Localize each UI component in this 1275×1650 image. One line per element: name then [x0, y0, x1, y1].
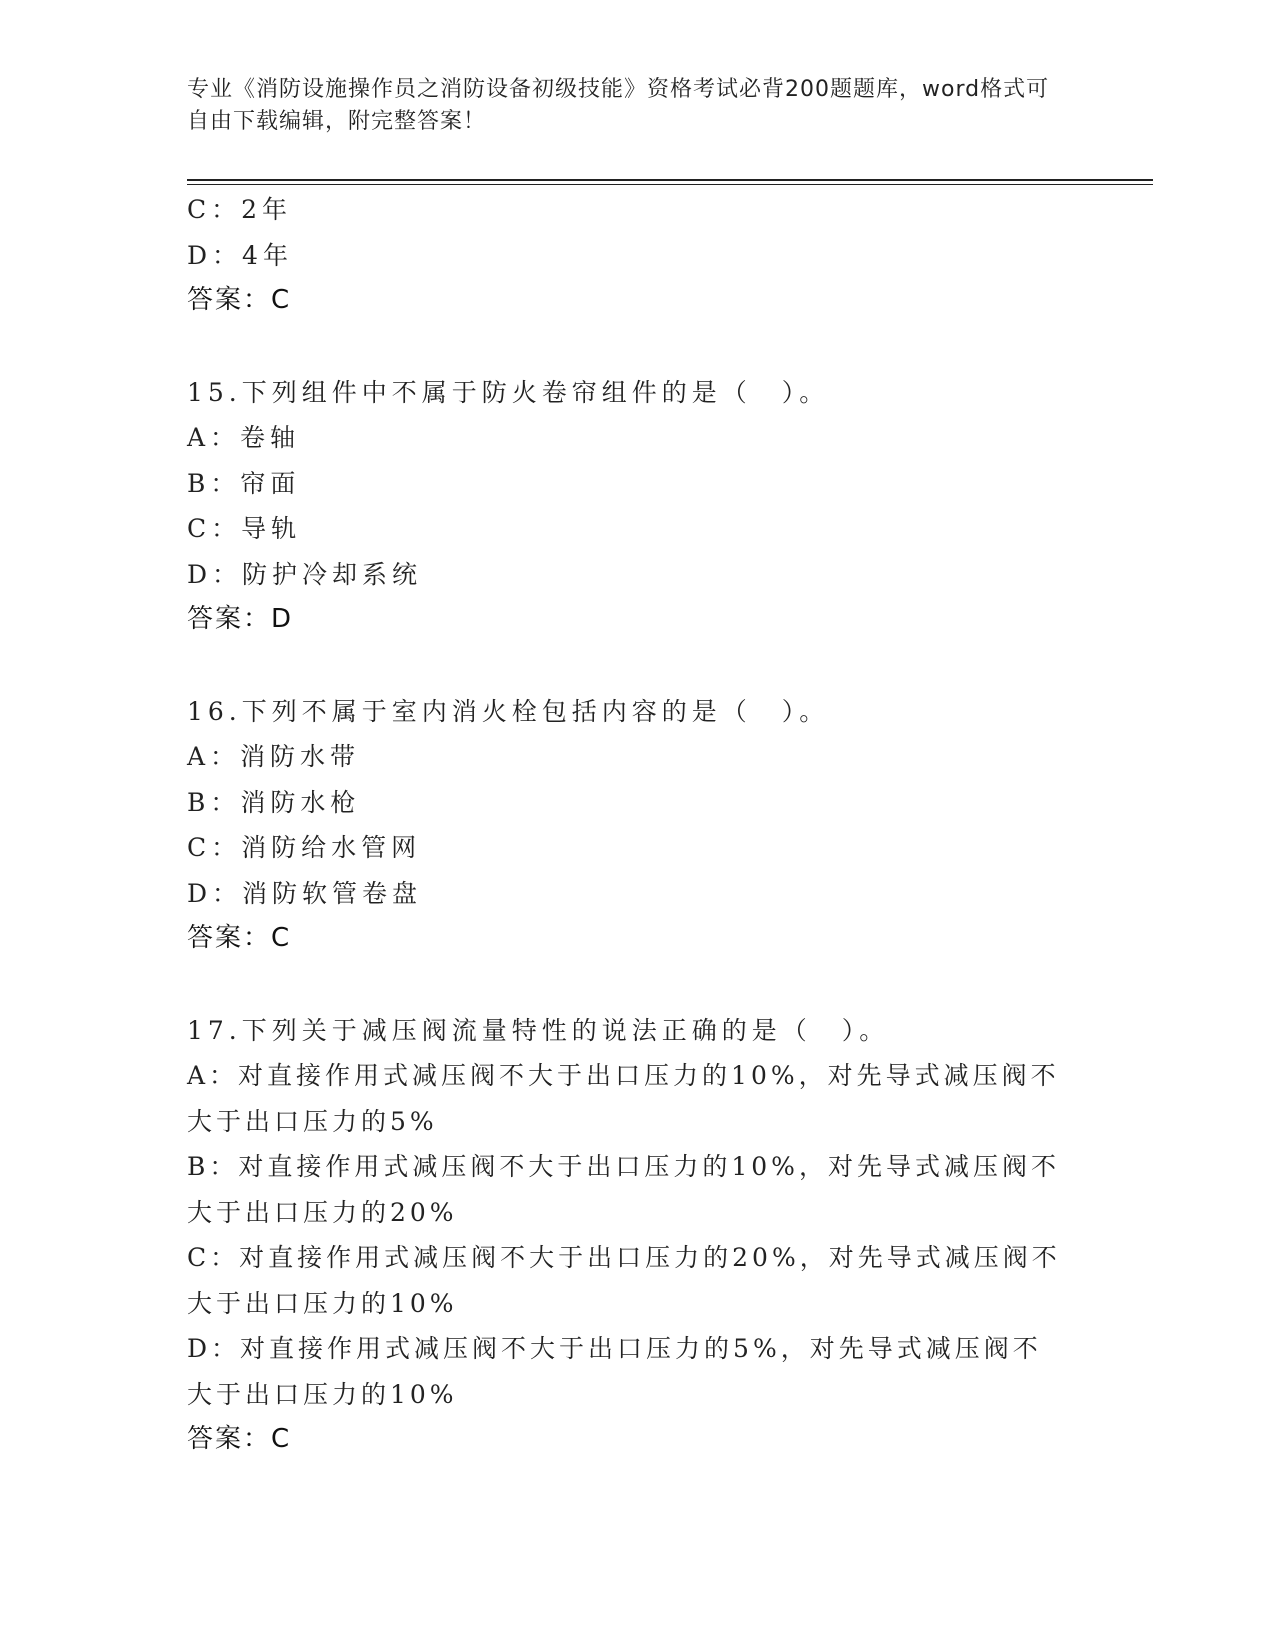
- question-list: [187, 187, 1087, 1463]
- option-a: A：消防水带: [187, 742, 361, 771]
- spacer: [187, 962, 1087, 1008]
- header-rule-thin: [187, 184, 1153, 185]
- option-b: B：消防水枪: [187, 787, 361, 817]
- option-d: D：防护冷却系统: [187, 559, 423, 589]
- option-c: C：导轨: [187, 514, 302, 543]
- option-d: D：4年: [187, 240, 293, 270]
- answer: 答案：C: [187, 1424, 292, 1454]
- option-d: D：消防软管卷盘: [187, 878, 423, 908]
- answer: 答案：C: [187, 285, 292, 315]
- option-b: B：帘面: [187, 468, 301, 498]
- spacer: [187, 643, 1087, 689]
- question-15: 15.下列组件中不属于防火卷帘组件的是（ ）。: [187, 377, 830, 407]
- question-16: 16.下列不属于室内消火栓包括内容的是（ ）。: [187, 696, 830, 726]
- option-c: C：消防给水管网: [187, 833, 422, 862]
- option-a: A：对直接作用式减压阀不大于出口压力的10%，对先导式减压阀不大于出口压力的5%: [187, 1061, 1060, 1136]
- option-c: C：对直接作用式减压阀不大于出口压力的20%，对先导式减压阀不大于出口压力的10%: [187, 1243, 1061, 1318]
- option-b: B：对直接作用式减压阀不大于出口压力的10%，对先导式减压阀不大于出口压力的20%: [187, 1152, 1060, 1227]
- document-header: 专业《消防设施操作员之消防设备初级技能》资格考试必背200题题库，word格式可自由下载编辑，附完整答案！: [187, 77, 1050, 134]
- answer: 答案：C: [187, 923, 292, 953]
- answer: 答案：D: [187, 604, 294, 634]
- question-17: 17.下列关于减压阀流量特性的说法正确的是（ ）。: [187, 1015, 890, 1045]
- spacer: [187, 324, 1087, 370]
- header-rule-thick: [187, 179, 1153, 181]
- option-a: A：卷轴: [187, 423, 301, 452]
- option-d: D：对直接作用式减压阀不大于出口压力的5%，对先导式减压阀不大于出口压力的10%: [187, 1334, 1042, 1409]
- option-c: C：2年: [187, 195, 293, 224]
